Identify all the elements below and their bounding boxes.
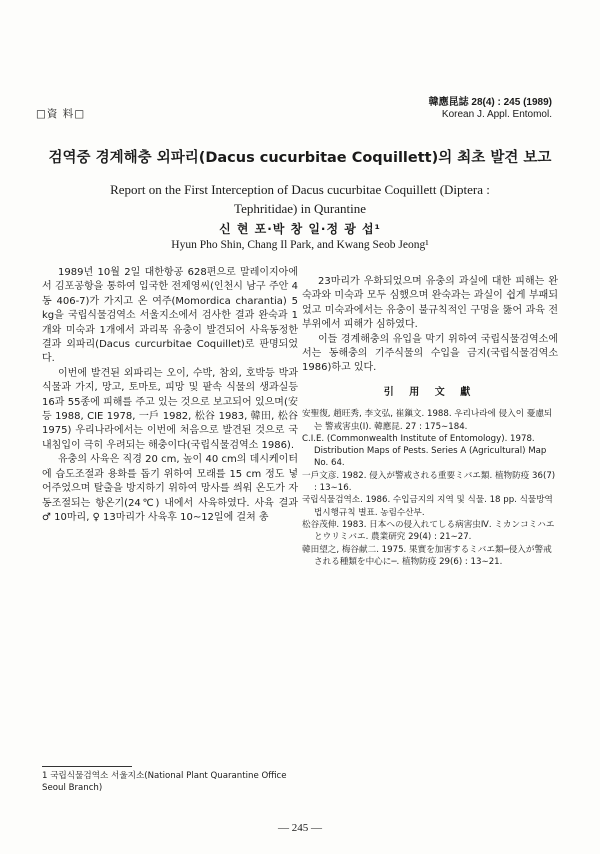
footnote: 1 국립식물검역소 서울지소(National Plant Quarantine Office Seoul Branch) (42, 771, 287, 793)
reference-item: 安聖復, 趙旺秀, 李文弘, 崔鎭文. 1988. 우리나라에 侵入이 憂慮되는 警戒害虫(Ⅰ). 韓應昆. 27 : 175∼184. (302, 409, 553, 432)
references-heading: 引 用 文 獻 (383, 386, 477, 398)
paragraph: 유충의 사육은 직경 20 cm, 높이 40 cm의 데시케이터에 습도조절과 용화를 돕기 위하여 모래를 15 cm 정도 넣어주었으며 탈출을 방지하기 위하여 망사를 씌워 온도가 자동조절되는 항온기(24℃) 내에서 사육하였다. 사육 결과 ♂ 10마리, ♀ 13마리가 사육후 10∼12일에 걸쳐 총 (42, 454, 298, 523)
reference-item: 一戶文彦. 1982. 侵入が警戒される重要ミバエ類. 植物防疫 36(7) : 13∼16. (302, 470, 556, 494)
authors-english: Hyun Pho Shin, Chang Il Park, and Kwang Seob Jeong¹ (171, 239, 429, 251)
body-left-column (42, 266, 298, 525)
authors-korean: 신 현 포·박 창 일·정 광 섭¹ (219, 222, 381, 236)
paragraph: 이들 경계해충의 유입을 막기 위하여 국립식물검역소에서는 동해충의 기주식물의 수입을 금지(국립식물검역소 1986)하고 있다. (302, 333, 558, 374)
reference-item: 국립식물검역소. 1986. 수입금지의 지역 및 식물. 18 pp. 식물방역법시행규칙 별표. 농림수산부. (302, 495, 553, 518)
body-right-column (302, 275, 558, 568)
journal-volume: 韓應昆誌 28(4) : 245 (1989) (428, 97, 552, 108)
title-korean: 검역중 경계해충 외파리(Dacus cucurbitae Coquillett)의 최초 발견 보고 (48, 150, 552, 166)
journal-name: Korean J. Appl. Entomol. (441, 109, 552, 120)
title-english: Report on the First Interception of Dacus cucurbitae Coquillett (Diptera : Tephritidae) in Qurantine (110, 182, 490, 216)
reference-list (302, 408, 558, 568)
paragraph: 이번에 발견된 외파리는 오이, 수박, 참외, 호박등 박과식물과 가지, 망고, 토마토, 피망 및 팥속 식물의 생과실등 16과 55종에 피해를 주고 있는 것으로 보고되어 있으며(安 등 1988, CIE 1978, 一戶 1982, 松谷 1983, 韓田, 松谷 1975) 우리나라에서는 이번에 처음으로 발견된 것으로 국내침입이 극히 우려되는 해충이다(국립식물검역소 1986). (42, 367, 298, 451)
reference-item: C.I.E. (Commonwealth Institute of Entomology). 1978. Distribution Maps of Pests. Series A (Agricultural) Map No. 64. (302, 433, 547, 469)
reference-item: 韓田望之, 梅谷献二. 1975. 果實を加害するミバエ類─侵入が警戒される種類を中心に─. 植物防疫 29(6) : 13∼21. (302, 544, 552, 567)
reference-item: 松谷茂伸. 1983. 日本への侵入れてしる病害虫Ⅳ. ミカンコミハエとウリミバエ. 農業研究 29(4) : 21∼27. (302, 519, 555, 543)
journal-citation (429, 97, 552, 121)
paragraph: 1989년 10월 2일 대한항공 628편으로 말레이지아에서 김포공항을 통하여 입국한 전제영씨(인천시 남구 주안 4동 406-7)가 가지고 온 여주(Momordica charantia) 5 kg을 국립식물검역소 서울지소에서 검사한 결과 완숙과 1개와 미숙과 1개에서 과리목 유충이 발견되어 사육동정한 결과 외파리(Dacus curcurbitae Coquillet)로 판명되었다. (42, 267, 298, 365)
page-number: — 245 — (278, 822, 322, 834)
section-label: □資 料□ (36, 108, 86, 120)
paragraph: 23마리가 우화되었으며 유충의 과실에 대한 피해는 완숙과와 미숙과 모두 심했으며 완숙과는 과실이 쉽게 부패되었고 미숙과에서는 유충이 불규칙적인 구멍을 뚫어 과육 전부위에서 피해가 심하였다. (302, 276, 558, 331)
footnote-divider (42, 766, 132, 767)
